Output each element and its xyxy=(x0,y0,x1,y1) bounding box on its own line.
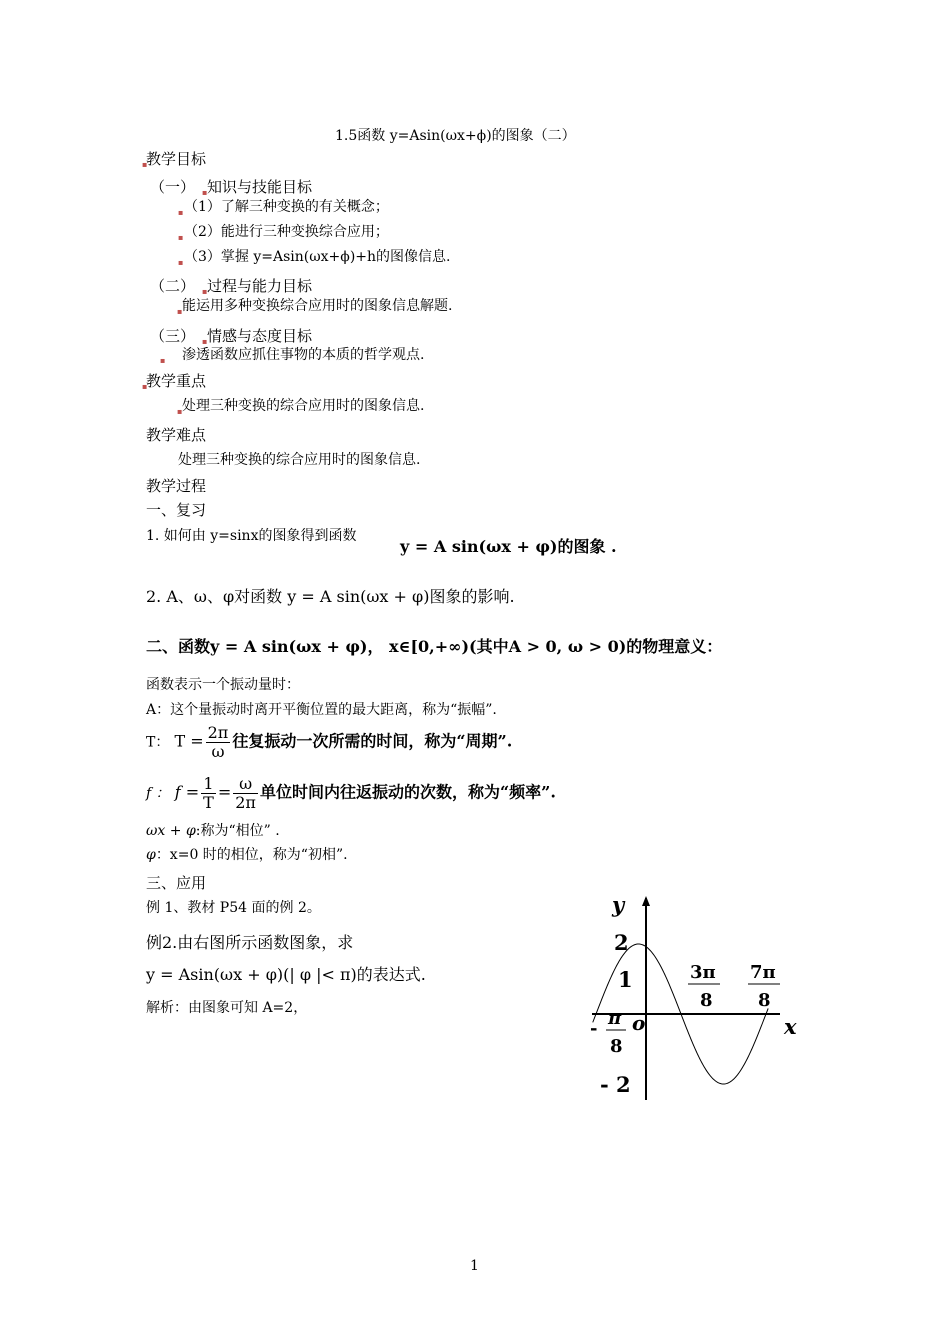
page-number: 1 xyxy=(470,1258,479,1274)
paragraph-mark-icon: ▪ xyxy=(202,287,208,296)
period-fraction xyxy=(206,724,231,760)
goal-sec2-label: 过程与能力目标 xyxy=(207,277,313,295)
x-axis-label: x xyxy=(784,1014,797,1039)
process-heading: 教学过程 xyxy=(146,477,207,495)
goal-sec1-number: （一） xyxy=(150,178,196,196)
application-heading: 三、应用 xyxy=(146,874,207,892)
paragraph-mark-icon: ▪ xyxy=(202,188,208,197)
initial-phase-definition xyxy=(146,847,348,864)
x-tick-1-denominator: 8 xyxy=(610,1036,623,1057)
difficult-heading: 教学难点 xyxy=(146,426,207,444)
period-text: 往复振动一次所需的时间，称为“周期”. xyxy=(232,731,513,751)
frequency-denominator-1: T xyxy=(203,792,214,812)
review-q2: 2. A、ω、φ对函数 y = A sin(ωx + φ)图象的影响. xyxy=(146,587,515,606)
paragraph-mark-icon: ▪ xyxy=(177,307,183,316)
period-lhs: T = xyxy=(174,731,204,751)
goal-sec3-number: （三） xyxy=(150,327,196,345)
period-denominator: ω xyxy=(211,741,225,761)
example-2-line-2: y = Asin(ωx + φ)(| φ |< π)的表达式. xyxy=(146,965,426,984)
frequency-numerator-1: 1 xyxy=(201,775,216,794)
goal-sec3-text: 渗透函数应抓住事物的本质的哲学观点. xyxy=(182,347,425,363)
frequency-numerator-2: ω xyxy=(233,775,258,794)
x-tick-2-numerator: 3π xyxy=(690,962,716,983)
x-tick-3-denominator: 8 xyxy=(758,990,771,1011)
physics-heading: 二、函数y = A sin(ωx + φ)， x∈[0,+∞)(其中A > 0, ω > 0)的物理意义： xyxy=(146,637,723,656)
paragraph-mark-icon: ▪ xyxy=(142,382,148,391)
review-heading: 一、复习 xyxy=(146,501,207,519)
phase-definition xyxy=(146,823,280,840)
y-tick-1: 1 xyxy=(618,967,633,992)
amplitude-definition: A：这个量振动时离开平衡位置的最大距离，称为“振幅”. xyxy=(146,702,497,718)
y-tick-neg-2: - 2 xyxy=(600,1072,631,1097)
frequency-fraction-2 xyxy=(233,775,258,811)
goals-heading: 教学目标 xyxy=(146,150,207,168)
example-2-line-1: 例2.由右图所示函数图象，求 xyxy=(146,933,354,952)
goal-sec3-label: 情感与态度目标 xyxy=(207,327,313,345)
physics-intro: 函数表示一个振动量时： xyxy=(146,677,300,693)
origin-label: o xyxy=(632,1011,646,1035)
x-tick-1-numerator: π xyxy=(608,1008,622,1029)
frequency-definition xyxy=(146,775,556,811)
goal-sec2-text: 能运用多种变换综合应用时的图象信息解题. xyxy=(182,298,453,314)
x-tick-negative-sign: - xyxy=(590,1018,598,1039)
phase-expression: ωx + φ xyxy=(146,823,196,839)
paragraph-mark-icon: ▪ xyxy=(202,337,208,346)
frequency-equals: = xyxy=(217,782,232,802)
frequency-label: f ： xyxy=(146,785,170,802)
review-q1-formula: y = A sin(ωx + φ)的图象 . xyxy=(400,537,617,556)
phase-text: :称为“相位” . xyxy=(195,823,280,839)
goal-item-1: （1）了解三种变换的有关概念； xyxy=(184,199,389,215)
key-heading: 教学重点 xyxy=(146,372,207,390)
initial-phase-symbol: φ xyxy=(146,847,156,863)
paragraph-mark-icon: ▪ xyxy=(177,407,183,416)
goal-item-3: （3）掌握 y=Asin(ωx+ϕ)+h的图像信息. xyxy=(184,249,451,265)
paragraph-mark-icon: ▪ xyxy=(178,233,184,242)
x-tick-3-numerator: 7π xyxy=(750,962,776,983)
frequency-lhs: f = xyxy=(174,782,200,802)
key-text: 处理三种变换的综合应用时的图象信息. xyxy=(182,398,425,414)
goal-sec1-label: 知识与技能目标 xyxy=(207,178,313,196)
review-q1-prefix: 1. 如何由 y=sinx的图象得到函数 xyxy=(146,528,357,544)
goal-sec2-number: （二） xyxy=(150,277,196,295)
page-title: 1.5函数 y=Asin(ωx+ϕ)的图象（二） xyxy=(335,128,576,144)
y-tick-2: 2 xyxy=(614,930,629,955)
example-1: 例 1、教材 P54 面的例 2。 xyxy=(146,900,321,916)
solution-text: 解析：由图象可知 A=2， xyxy=(146,1000,308,1016)
frequency-denominator-2: 2π xyxy=(235,792,256,812)
frequency-text: 单位时间内往返振动的次数，称为“频率”. xyxy=(259,782,556,802)
difficult-text: 处理三种变换的综合应用时的图象信息. xyxy=(178,452,421,468)
paragraph-mark-icon: ▪ xyxy=(178,258,184,267)
period-numerator: 2π xyxy=(207,723,229,742)
period-label: T： xyxy=(146,734,170,751)
sine-graph xyxy=(590,890,810,1110)
y-axis-label: y xyxy=(612,892,625,917)
paragraph-mark-icon: ▪ xyxy=(142,160,148,169)
frequency-fraction-1 xyxy=(201,775,216,811)
period-definition xyxy=(146,724,512,760)
x-tick-2-denominator: 8 xyxy=(700,990,713,1011)
y-axis-arrow-icon xyxy=(642,896,650,906)
paragraph-mark-icon: ▪ xyxy=(160,356,166,365)
paragraph-mark-icon: ▪ xyxy=(178,208,184,217)
goal-item-2: （2）能进行三种变换综合应用； xyxy=(184,224,389,240)
initial-phase-text: ：x=0 时的相位，称为“初相”. xyxy=(155,847,348,863)
